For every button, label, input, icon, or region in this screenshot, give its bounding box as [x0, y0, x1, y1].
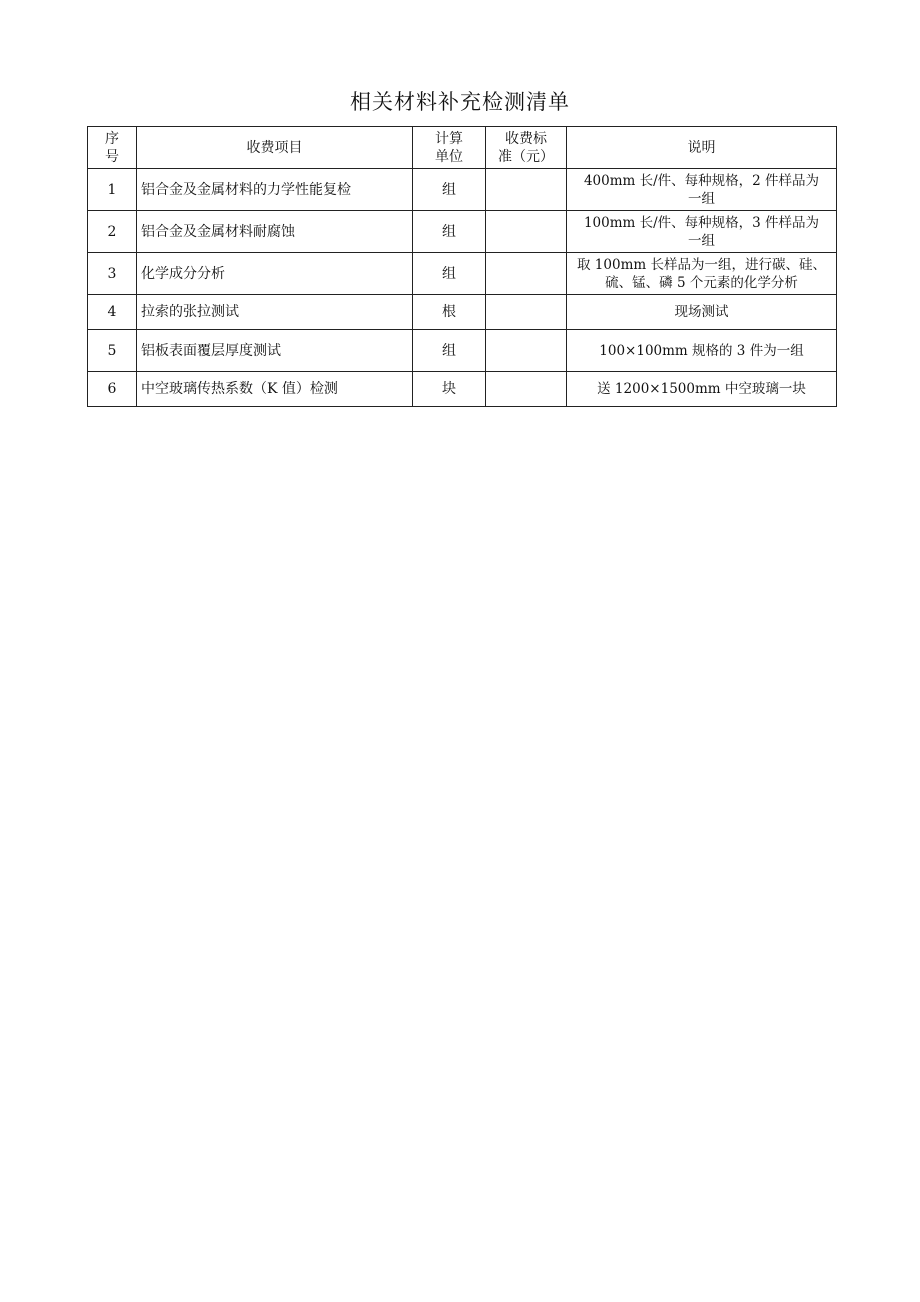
header-num-line-2: 号 [105, 148, 119, 165]
table-row [88, 372, 837, 407]
cell-num: 4 [88, 295, 137, 330]
table-row [88, 169, 837, 211]
table-row [88, 253, 837, 295]
cell-fee [486, 295, 567, 330]
table-row [88, 211, 837, 253]
cell-unit: 块 [413, 372, 486, 407]
cell-unit: 组 [413, 211, 486, 253]
cell-fee [486, 253, 567, 295]
header-unit-line-1: 计算 [435, 130, 463, 147]
cell-unit: 组 [413, 253, 486, 295]
note-line: 一组 [688, 232, 715, 249]
table-row [88, 295, 837, 330]
cell-note [567, 169, 837, 211]
table-header-row [88, 127, 837, 169]
inspection-table [87, 126, 837, 407]
cell-num: 3 [88, 253, 137, 295]
note-line: 送 1200×1500mm 中空玻璃一块 [597, 381, 806, 397]
cell-note [567, 372, 837, 407]
cell-unit: 组 [413, 330, 486, 372]
note-line: 400mm 长/件、每种规格，2 件样品为 [583, 172, 820, 189]
cell-fee [486, 169, 567, 211]
cell-unit: 组 [413, 169, 486, 211]
note-line: 一组 [688, 190, 715, 207]
cell-fee [486, 372, 567, 407]
note-line: 现场测试 [674, 304, 729, 320]
header-unit [413, 127, 486, 169]
table-row [88, 330, 837, 372]
header-num [88, 127, 137, 169]
cell-item: 铝合金及金属材料的力学性能复检 [137, 169, 413, 211]
cell-num: 2 [88, 211, 137, 253]
cell-num: 5 [88, 330, 137, 372]
cell-item: 铝板表面覆层厚度测试 [137, 330, 413, 372]
cell-num: 1 [88, 169, 137, 211]
cell-fee [486, 211, 567, 253]
header-fee-line-1: 收费标 [505, 130, 547, 147]
header-unit-line-2: 单位 [435, 148, 463, 165]
note-line: 100×100mm 规格的 3 件为一组 [599, 342, 804, 359]
header-note: 说明 [567, 127, 837, 169]
cell-item: 中空玻璃传热系数（K 值）检测 [137, 372, 413, 407]
header-fee-line-2: 准（元） [498, 148, 554, 165]
cell-item: 铝合金及金属材料耐腐蚀 [137, 211, 413, 253]
cell-note [567, 211, 837, 253]
header-fee [486, 127, 567, 169]
note-line: 取 100mm 长样品为一组，进行碳、硅、 [577, 256, 826, 273]
cell-num: 6 [88, 372, 137, 407]
note-line: 100mm 长/件、每种规格，3 件样品为 [583, 214, 820, 231]
cell-note [567, 295, 837, 330]
header-item: 收费项目 [137, 127, 413, 169]
cell-item: 化学成分分析 [137, 253, 413, 295]
cell-fee [486, 330, 567, 372]
cell-unit: 根 [413, 295, 486, 330]
document-title: 相关材料补充检测清单 [350, 90, 570, 114]
header-num-line-1: 序 [105, 130, 119, 147]
cell-item: 拉索的张拉测试 [137, 295, 413, 330]
cell-note [567, 330, 837, 372]
note-line: 硫、锰、磷 5 个元素的化学分析 [605, 274, 798, 291]
cell-note [567, 253, 837, 295]
